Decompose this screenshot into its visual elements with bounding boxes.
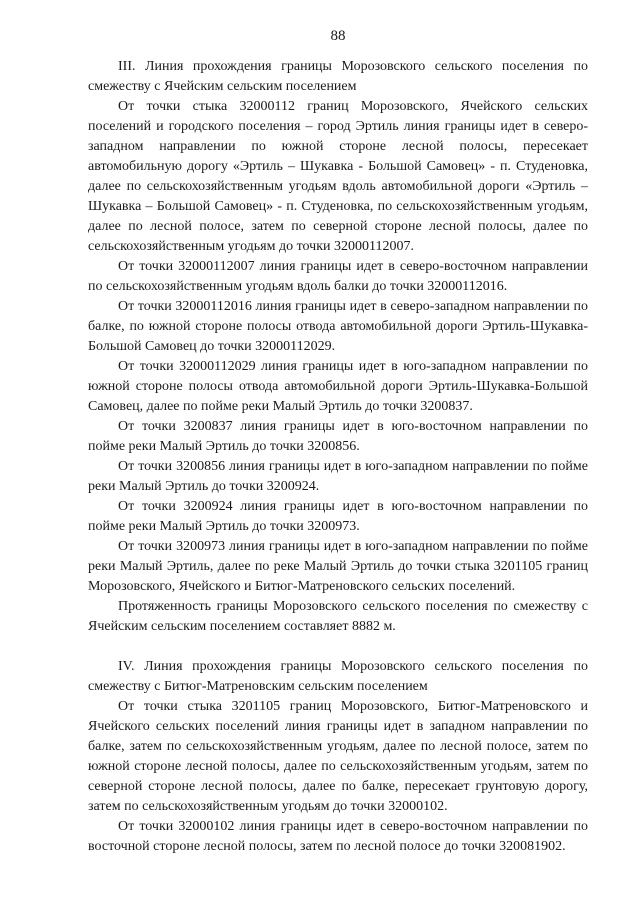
paragraph: От точки 3200924 линия границы идет в юго-восточном направлении по пойме реки Малый Эртиль до точки 3200973. [88,499,588,534]
paragraph: От точки 3200973 линия границы идет в юго-западном направлении по пойме реки Малый Эртиль, далее по реке Малый Эртиль до точки стыка 3201105 границ Морозовского, Ячейского и Битюг-Матреновского сельских поселений. [88,539,588,594]
paragraph: От точки 3200837 линия границы идет в юго-восточном направлении по пойме реки Малый Эртиль до точки 3200856. [88,419,588,454]
section-heading-3: III. Линия прохождения границы Морозовского сельского поселения по смежеству с Ячейским сельским поселением [88,59,588,94]
paragraph: От точки 32000112007 линия границы идет в северо-восточном направлении по сельскохозяйственным угодьям вдоль балки до точки 32000112016. [88,259,588,294]
section-heading-4: IV. Линия прохождения границы Морозовского сельского поселения по смежеству с Битюг-Матреновским сельским поселением [88,659,588,694]
page-number: 88 [330,28,346,44]
document-page [88,28,588,857]
paragraph: От точки 32000102 линия границы идет в северо-восточном направлении по восточной стороне лесной полосы, затем по лесной полосе до точки 320081902. [88,819,588,854]
paragraph: От точки стыка 32000112 границ Морозовского, Ячейского сельских поселений и городского поселения – город Эртиль линия границы идет в северо-западном направлении по южной стороне лесной полосы, пересекает автомобильную дорогу «Эртиль – Шукавка - Большой Самовец» - п. Студеновка, далее по сельскохозяйственным угодьям вдоль автомобильной дороги «Эртиль – Шукавка – Большой Самовец» - п. Студеновка, по сельскохозяйственным угодьям, далее по лесной полосе, затем по северной стороне лесной полосы, далее по сельскохозяйственным угодьям до точки 32000112007. [88,99,588,254]
section-gap [88,637,588,657]
paragraph: От точки 3200856 линия границы идет в юго-западном направлении по пойме реки Малый Эртиль до точки 3200924. [88,459,588,494]
paragraph: От точки стыка 3201105 границ Морозовского, Битюг-Матреновского и Ячейского сельских поселений линия границы идет в западном направлении по балке, затем по сельскохозяйственным угодьям, далее по лесной полосе, затем по южной стороне лесной полосы, далее по сельскохозяйственным угодьям, затем по северной стороне лесной полосы, далее по балке, пересекает грунтовую дорогу, затем по сельскохозяйственным угодьям до точки 32000102. [88,699,588,814]
paragraph-total-length: Протяженность границы Морозовского сельского поселения по смежеству с Ячейским сельским поселением составляет 8882 м. [88,599,588,634]
paragraph: От точки 32000112029 линия границы идет в юго-западном направлении по южной стороне полосы отвода автомобильной дороги Эртиль-Шукавка-Большой Самовец, далее по пойме реки Малый Эртиль до точки 3200837. [88,359,588,414]
paragraph: От точки 32000112016 линия границы идет в северо-западном направлении по балке, по южной стороне полосы отвода автомобильной дороги Эртиль-Шукавка-Большой Самовец до точки 32000112029. [88,299,588,354]
